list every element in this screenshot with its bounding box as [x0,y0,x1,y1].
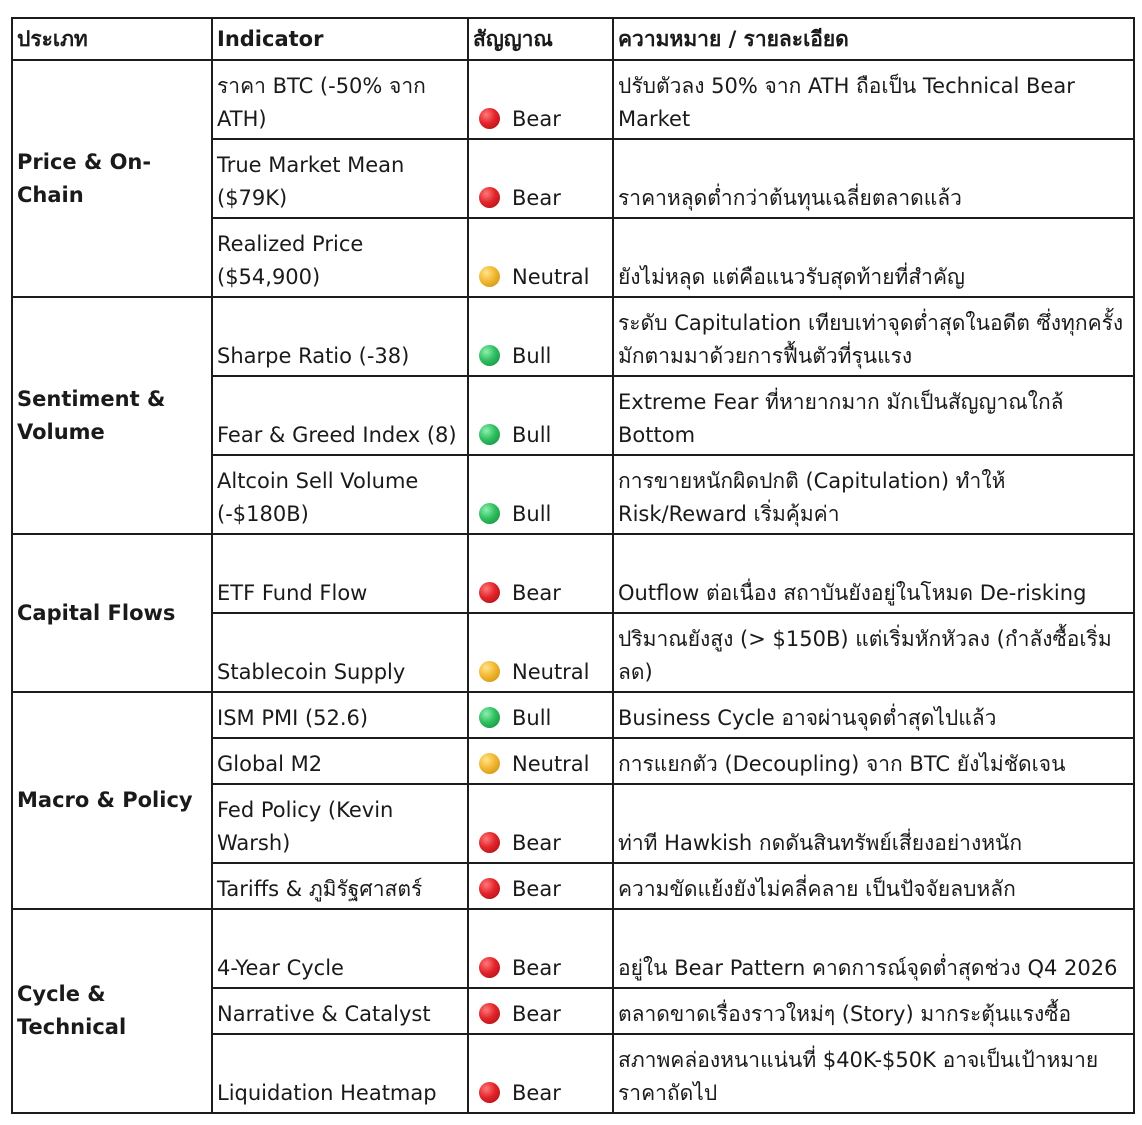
signal-label: Bear [512,956,561,980]
signal-bear-dot-icon [479,1003,500,1024]
indicator-cell: ETF Fund Flow [212,534,468,613]
meaning-cell: การแยกตัว (Decoupling) จาก BTC ยังไม่ชัดเจน [613,738,1134,784]
category-cell: Sentiment & Volume [12,297,212,534]
meaning-cell: ปริมาณยังสูง (> $150B) แต่เริ่มหักหัวลง (กำลังซื้อเริ่มลด) [613,613,1134,692]
signal-neutral-dot-icon [479,753,500,774]
indicator-cell: Sharpe Ratio (-38) [212,297,468,376]
signal-table [11,17,1135,1114]
signal-bear-dot-icon [479,832,500,853]
category-cell: Cycle & Technical [12,909,212,1113]
signal-neutral-dot-icon [479,661,500,682]
indicator-cell: Fear & Greed Index (8) [212,376,468,455]
meaning-cell: ระดับ Capitulation เทียบเท่าจุดต่ำสุดในอดีต ซึ่งทุกครั้งมักตามมาด้วยการฟื้นตัวที่รุนแรง [613,297,1134,376]
signal-bear-dot-icon [479,108,500,129]
meaning-cell: ราคาหลุดต่ำกว่าต้นทุนเฉลี่ยตลาดแล้ว [613,139,1134,218]
signal-cell [468,60,613,139]
signal-label: Bear [512,1002,561,1026]
meaning-cell: Business Cycle อาจผ่านจุดต่ำสุดไปแล้ว [613,692,1134,738]
meaning-cell: ปรับตัวลง 50% จาก ATH ถือเป็น Technical Bear Market [613,60,1134,139]
meaning-cell: ตลาดขาดเรื่องราวใหม่ๆ (Story) มากระตุ้นแรงซื้อ [613,988,1134,1034]
header-row [12,18,1134,60]
signal-cell [468,784,613,863]
indicator-cell: Liquidation Heatmap [212,1034,468,1113]
table-row [12,909,1134,988]
signal-cell [468,988,613,1034]
meaning-cell: ความขัดแย้งยังไม่คลี่คลาย เป็นปัจจัยลบหลัก [613,863,1134,909]
table-row [12,297,1134,376]
signal-bull-dot-icon [479,707,500,728]
signal-bull-dot-icon [479,503,500,524]
indicator-cell: True Market Mean ($79K) [212,139,468,218]
signal-label: Neutral [512,752,590,776]
signal-cell [468,376,613,455]
signal-label: Bull [512,423,552,447]
table-row [12,534,1134,613]
meaning-cell: อยู่ใน Bear Pattern คาดการณ์จุดต่ำสุดช่วง Q4 2026 [613,909,1134,988]
signal-label: Bull [512,502,552,526]
indicator-cell: Tariffs & ภูมิรัฐศาสตร์ [212,863,468,909]
signal-bear-dot-icon [479,878,500,899]
signal-cell [468,139,613,218]
category-cell: Macro & Policy [12,692,212,909]
signal-cell [468,909,613,988]
indicator-cell: Altcoin Sell Volume (-$180B) [212,455,468,534]
indicator-cell: ราคา BTC (-50% จาก ATH) [212,60,468,139]
signal-cell [468,297,613,376]
header-category: ประเภท [12,18,212,60]
indicator-cell: Stablecoin Supply [212,613,468,692]
category-cell: Capital Flows [12,534,212,692]
signal-bear-dot-icon [479,1082,500,1103]
signal-label: Bull [512,344,552,368]
meaning-cell: ท่าที Hawkish กดดันสินทรัพย์เสี่ยงอย่างหนัก [613,784,1134,863]
meaning-cell: Extreme Fear ที่หายากมาก มักเป็นสัญญาณใกล้ Bottom [613,376,1134,455]
header-meaning: ความหมาย / รายละเอียด [613,18,1134,60]
indicator-cell: Fed Policy (Kevin Warsh) [212,784,468,863]
table-body [12,60,1134,1113]
signal-bear-dot-icon [479,582,500,603]
signal-cell [468,863,613,909]
signal-label: Bear [512,186,561,210]
signal-cell [468,218,613,297]
signal-cell [468,692,613,738]
signal-cell [468,613,613,692]
indicator-cell: Global M2 [212,738,468,784]
meaning-cell: สภาพคล่องหนาแน่นที่ $40K-$50K อาจเป็นเป้าหมายราคาถัดไป [613,1034,1134,1113]
signal-bear-dot-icon [479,957,500,978]
signal-label: Bear [512,877,561,901]
signal-label: Bear [512,581,561,605]
indicator-cell: ISM PMI (52.6) [212,692,468,738]
table-row [12,692,1134,738]
signal-bull-dot-icon [479,345,500,366]
indicator-cell: Realized Price ($54,900) [212,218,468,297]
meaning-cell: การขายหนักผิดปกติ (Capitulation) ทำให้ Risk/Reward เริ่มคุ้มค่า [613,455,1134,534]
signal-label: Neutral [512,660,590,684]
table-row [12,60,1134,139]
signal-bear-dot-icon [479,187,500,208]
signal-bull-dot-icon [479,424,500,445]
signal-label: Neutral [512,265,590,289]
category-cell: Price & On-Chain [12,60,212,297]
indicator-cell: 4-Year Cycle [212,909,468,988]
signal-cell [468,738,613,784]
signal-cell [468,1034,613,1113]
signal-label: Bear [512,831,561,855]
header-signal: สัญญาณ [468,18,613,60]
signal-label: Bear [512,107,561,131]
signal-label: Bull [512,706,552,730]
signal-neutral-dot-icon [479,266,500,287]
signal-label: Bear [512,1081,561,1105]
indicator-cell: Narrative & Catalyst [212,988,468,1034]
header-indicator: Indicator [212,18,468,60]
meaning-cell: Outflow ต่อเนื่อง สถาบันยังอยู่ในโหมด De-risking [613,534,1134,613]
meaning-cell: ยังไม่หลุด แต่คือแนวรับสุดท้ายที่สำคัญ [613,218,1134,297]
signal-cell [468,455,613,534]
signal-cell [468,534,613,613]
